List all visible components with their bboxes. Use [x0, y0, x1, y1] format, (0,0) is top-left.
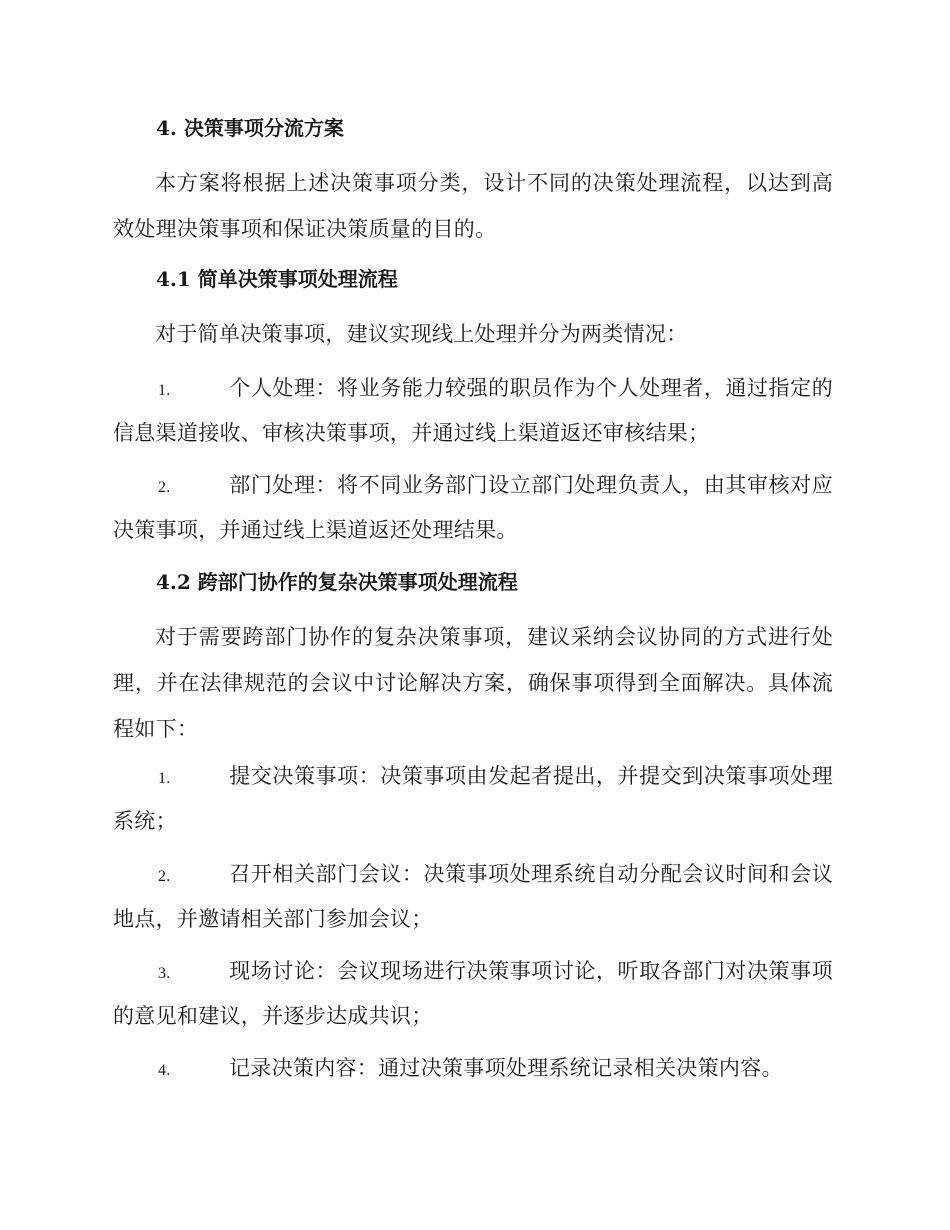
list-item-number: 1.: [158, 382, 171, 399]
list-item-number: 2.: [158, 479, 171, 496]
list-item: [113, 1047, 833, 1092]
list-item: [113, 755, 833, 842]
list-item-number: 1.: [158, 770, 171, 787]
list-item: [113, 464, 833, 551]
section-4-2-heading: 4.2 跨部门协作的复杂决策事项处理流程: [156, 570, 518, 594]
list-item: [113, 853, 833, 940]
list-item-number: 2.: [158, 868, 171, 885]
section-4-1-intro: 对于简单决策事项，建议实现线上处理并分为两类情况：: [155, 322, 688, 346]
section-4-1-heading: 4.1 简单决策事项处理流程: [156, 267, 398, 291]
list-item: [113, 367, 833, 454]
section-4-2-intro: 对于需要跨部门协作的复杂决策事项，建议采纳会议协同的方式进行处理，并在法律规范的会议中讨论解决方案，确保事项得到全面解决。具体流程如下：: [113, 625, 833, 741]
section-4-intro: 本方案将根据上述决策事项分类，设计不同的决策处理流程，以达到高效处理决策事项和保证决策质量的目的。: [113, 171, 833, 241]
list-item-text: 召开相关部门会议：决策事项处理系统自动分配会议时间和会议地点，并邀请相关部门参加会议；: [113, 862, 833, 931]
list-item-text: 个人处理：将业务能力较强的职员作为个人处理者，通过指定的信息渠道接收、审核决策事项，并通过线上渠道返还审核结果；: [113, 376, 833, 445]
list-item-text: 提交决策事项：决策事项由发起者提出，并提交到决策事项处理系统；: [113, 764, 833, 833]
list-item: [113, 950, 833, 1037]
list-item-number: 4.: [158, 1062, 171, 1079]
list-item-text: 部门处理：将不同业务部门设立部门处理负责人，由其审核对应决策事项，并通过线上渠道返还处理结果。: [113, 473, 833, 542]
section-4-heading: 4. 决策事项分流方案: [156, 116, 344, 140]
list-item-number: 3.: [158, 965, 171, 982]
list-item-text: 记录决策内容：通过决策事项处理系统记录相关决策内容。: [229, 1056, 783, 1080]
list-item-text: 现场讨论：会议现场进行决策事项讨论，听取各部门对决策事项的意见和建议，并逐步达成共识；: [113, 959, 833, 1028]
